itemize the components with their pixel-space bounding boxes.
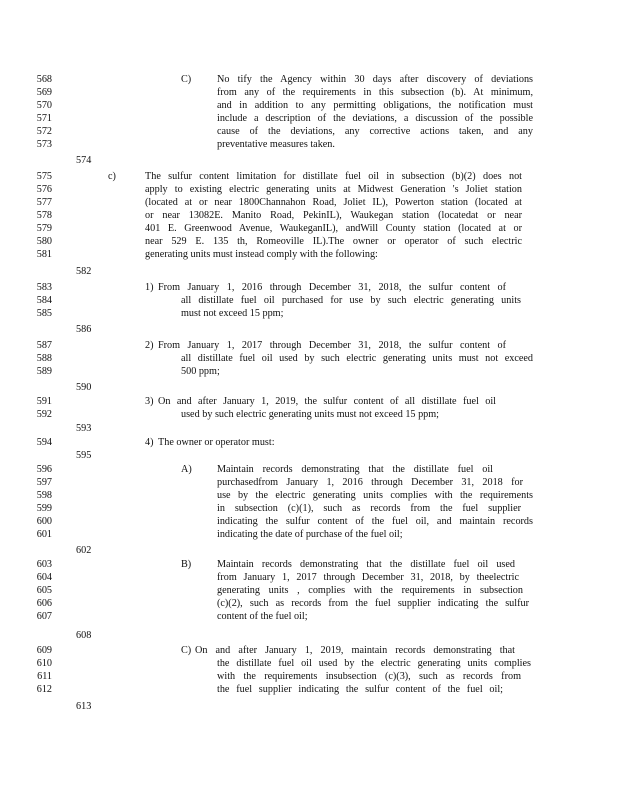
line-number: 574 (76, 155, 92, 166)
line-text: all distillate fuel oil used by such electric generating units must not exceed (181, 353, 533, 364)
line-number: 571 (36, 113, 52, 124)
line-text: from January 1, 2017 through December 31, 2018, by theelectric (217, 572, 519, 583)
line-text: (located at or near 1800Channahon Road, Joliet IL), Powerton station (located at (145, 197, 522, 208)
line-number: 607 (36, 611, 52, 622)
line-text: generating units , complies with the requirements in subsection (217, 585, 523, 596)
item-marker: 2) (145, 340, 154, 351)
line-text: used by such electric generating units must not exceed 15 ppm; (181, 409, 440, 420)
line-number: 608 (76, 630, 92, 641)
line-number: 581 (36, 249, 52, 260)
line-number: 568 (36, 74, 52, 85)
line-text: 500 ppm; (181, 366, 220, 377)
line-text: indicating the sulfur content of the fuel oil, and maintain records (217, 516, 533, 527)
line-number: 613 (76, 701, 92, 712)
line-number: 609 (36, 645, 52, 656)
line-text: the fuel supplier indicating the sulfur content of the fuel oil; (217, 684, 503, 695)
line-number: 610 (36, 658, 52, 669)
line-text: near 529 E. 135 th, Romeoville IL).The owner or operator of such electric (145, 236, 522, 247)
line-text: On and after January 1, 2019, maintain records demonstrating that (195, 645, 515, 656)
line-number: 597 (36, 477, 52, 488)
item-marker: C) (181, 74, 192, 85)
line-text: indicating the date of purchase of the fuel oil; (217, 529, 403, 540)
line-number: 594 (36, 437, 52, 448)
line-text: with the requirements insubsection (c)(3), such as records from (217, 671, 521, 682)
line-text: 401 E. Greenwood Avenue, WaukeganIL), andWill County station (located at or (145, 223, 522, 234)
line-text: The sulfur content limitation for distillate fuel oil in subsection (b)(2) does not (145, 171, 522, 182)
line-number: 602 (76, 545, 92, 556)
line-number: 591 (36, 396, 52, 407)
line-number: 584 (36, 295, 52, 306)
item-marker: 3) (145, 396, 154, 407)
line-number: 577 (36, 197, 52, 208)
line-text: apply to existing electric generating units at Midwest Generation 's Joliet station (145, 184, 522, 195)
line-text: purchasedfrom January 1, 2016 through December 31, 2018 for (217, 477, 523, 488)
line-text: On and after January 1, 2019, the sulfur content of all distillate fuel oil (158, 396, 496, 407)
line-text: generating units must instead comply with the following: (145, 249, 378, 260)
line-text: Maintain records demonstrating that the distillate fuel oil used (217, 559, 515, 570)
line-text: From January 1, 2017 through December 31, 2018, the sulfur content of (158, 340, 506, 351)
item-marker: 1) (145, 282, 154, 293)
line-number: 603 (36, 559, 52, 570)
line-text: The owner or operator must: (158, 437, 275, 448)
line-number: 595 (76, 450, 92, 461)
line-number: 579 (36, 223, 52, 234)
line-number: 587 (36, 340, 52, 351)
line-text: preventative measures taken. (217, 139, 335, 150)
item-marker: C) (181, 645, 192, 656)
line-number: 600 (36, 516, 52, 527)
line-number: 612 (36, 684, 52, 695)
line-text: (c)(2), such as records from the fuel supplier indicating the sulfur (217, 598, 529, 609)
item-marker: c) (108, 171, 116, 182)
line-number: 572 (36, 126, 52, 137)
line-number: 604 (36, 572, 52, 583)
line-number: 582 (76, 266, 92, 277)
line-text: must not exceed 15 ppm; (181, 308, 284, 319)
line-text: in subsection (c)(1), such as records from the fuel supplier (217, 503, 521, 514)
line-text: include a description of the deviations, a discussion of the possible (217, 113, 533, 124)
line-text: and in addition to any permitting obligations, the notification must (217, 100, 533, 111)
line-number: 599 (36, 503, 52, 514)
line-text: all distillate fuel oil purchased for use by such electric generating units (181, 295, 521, 306)
item-marker: B) (181, 559, 192, 570)
line-number: 586 (76, 324, 92, 335)
line-text: the distillate fuel oil used by the electric generating units complies (217, 658, 531, 669)
line-number: 583 (36, 282, 52, 293)
line-number: 570 (36, 100, 52, 111)
line-number: 585 (36, 308, 52, 319)
line-number: 573 (36, 139, 52, 150)
item-marker: 4) (145, 437, 154, 448)
line-text: from any of the requirements in this subsection (b). At minimum, (217, 87, 533, 98)
line-number: 606 (36, 598, 52, 609)
line-text: use by the electric generating units complies with the requirements (217, 490, 533, 501)
line-text: content of the fuel oil; (217, 611, 308, 622)
item-marker: A) (181, 464, 192, 475)
line-number: 601 (36, 529, 52, 540)
line-number: 596 (36, 464, 52, 475)
line-text: Maintain records demonstrating that the distillate fuel oil (217, 464, 493, 475)
line-number: 590 (76, 382, 92, 393)
line-number: 598 (36, 490, 52, 501)
line-number: 588 (36, 353, 52, 364)
line-number: 592 (36, 409, 52, 420)
line-number: 575 (36, 171, 52, 182)
line-number: 593 (76, 423, 92, 434)
line-number: 605 (36, 585, 52, 596)
line-number: 611 (37, 671, 52, 682)
line-number: 580 (36, 236, 52, 247)
line-number: 576 (36, 184, 52, 195)
line-number: 569 (36, 87, 52, 98)
line-text: From January 1, 2016 through December 31, 2018, the sulfur content of (158, 282, 506, 293)
line-text: No tify the Agency within 30 days after discovery of deviations (217, 74, 533, 85)
line-number: 589 (36, 366, 52, 377)
line-text: cause of the deviations, any corrective actions taken, and any (217, 126, 533, 137)
line-text: or near 13082E. Manito Road, PekinIL), Waukegan station (locatedat or near (145, 210, 522, 221)
line-number: 578 (36, 210, 52, 221)
